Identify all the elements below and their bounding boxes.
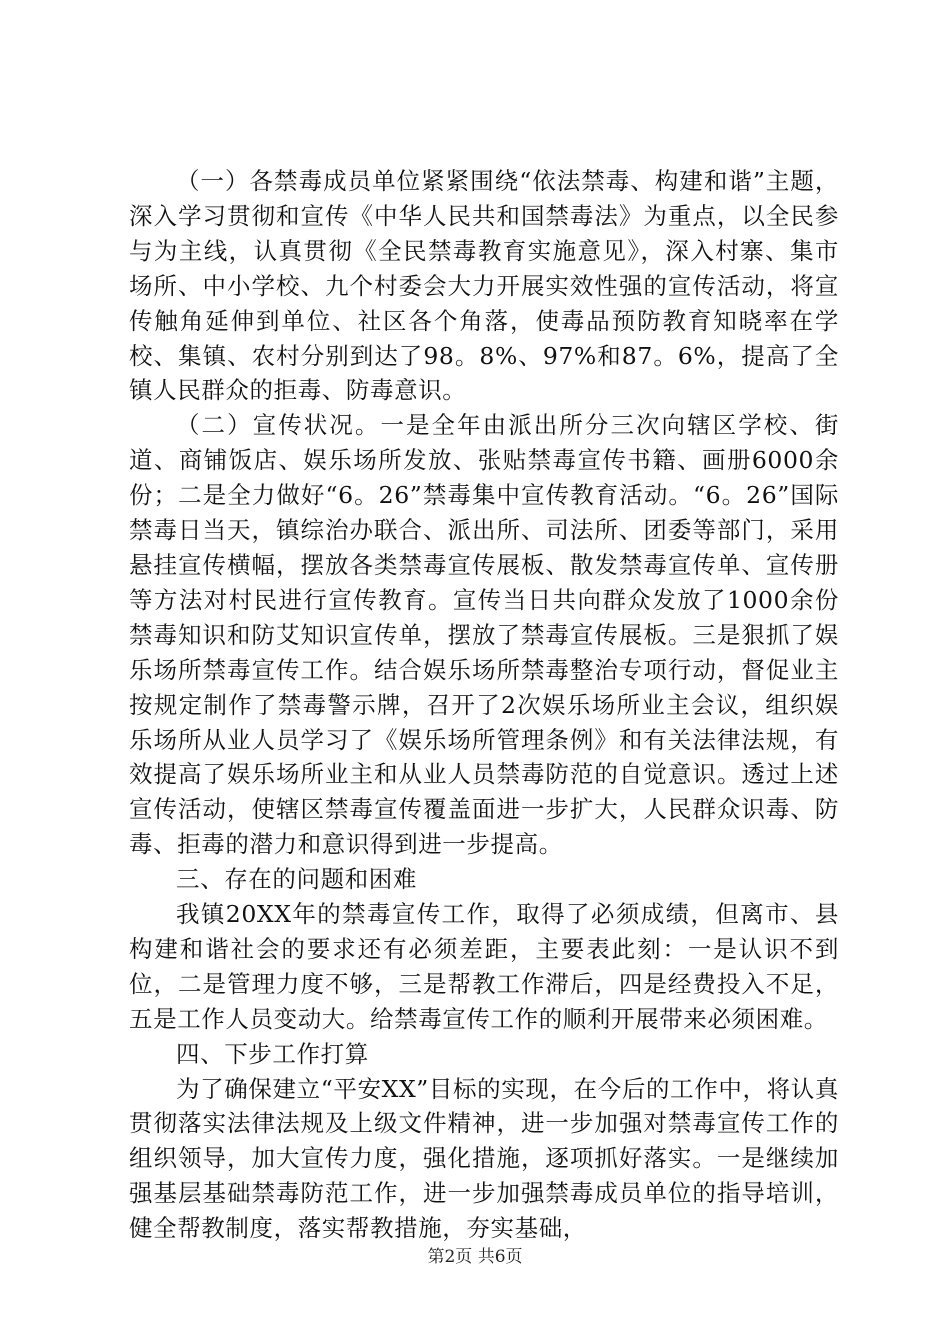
- page-number-footer: 第2页 共6页: [427, 1247, 523, 1267]
- paragraph-next-steps: 为了确保建立“平安XX”目标的实现，在今后的工作中，将认真贯彻落实法律法规及上级文件精神，进一步加强对禁毒宣传工作的组织领导，加大宣传力度，强化措施，逐项抓好落实。一是继续加强基层基础禁毒防范工作，进一步加强禁毒成员单位的指导培训，健全帮教制度，落实帮教措施，夯实基础，: [129, 1074, 839, 1243]
- section-heading-next-steps: 四、下步工作打算: [176, 1039, 369, 1068]
- section-heading-problems: 三、存在的问题和困难: [176, 865, 417, 894]
- paragraph-problems: 我镇20XX年的禁毒宣传工作，取得了必须成绩，但离市、县构建和谐社会的要求还有必须差距，主要表此刻：一是认识不到位，二是管理力度不够，三是帮教工作滞后，四是经费投入不足，五是工作人员变动大。给禁毒宣传工作的顺利开展带来必须困难。: [129, 900, 839, 1033]
- document-body: [129, 164, 839, 1246]
- paragraph-publicity-units: （一）各禁毒成员单位紧紧围绕“依法禁毒、构建和谐”主题，深入学习贯彻和宣传《中华人民共和国禁毒法》为重点，以全民参与为主线，认真贯彻《全民禁毒教育实施意见》，深入村寨、集市场所、中小学校、九个村委会大力开展实效性强的宣传活动，将宣传触角延伸到单位、社区各个角落，使毒品预防教育知晓率在学校、集镇、农村分别到达了98。8%、97%和87。6%，提高了全镇人民群众的拒毒、防毒意识。: [129, 167, 839, 405]
- paragraph-publicity-status: （二）宣传状况。一是全年由派出所分三次向辖区学校、街道、商铺饭店、娱乐场所发放、张贴禁毒宣传书籍、画册6000余份；二是全力做好“6。26”禁毒集中宣传教育活动。“6。26”国际禁毒日当天，镇综治办联合、派出所、司法所、团委等部门，采用悬挂宣传横幅，摆放各类禁毒宣传展板、散发禁毒宣传单、宣传册等方法对村民进行宣传教育。宣传当日共向群众发放了1000余份禁毒知识和防艾知识宣传单，摆放了禁毒宣传展板。三是狠抓了娱乐场所禁毒宣传工作。结合娱乐场所禁毒整治专项行动，督促业主按规定制作了禁毒警示牌，召开了2次娱乐场所业主会议，组织娱乐场所从业人员学习了《娱乐场所管理条例》和有关法律法规，有效提高了娱乐场所业主和从业人员禁毒防范的自觉意识。透过上述宣传活动，使辖区禁毒宣传覆盖面进一步扩大，人民群众识毒、防毒、拒毒的潜力和意识得到进一步提高。: [129, 411, 839, 859]
